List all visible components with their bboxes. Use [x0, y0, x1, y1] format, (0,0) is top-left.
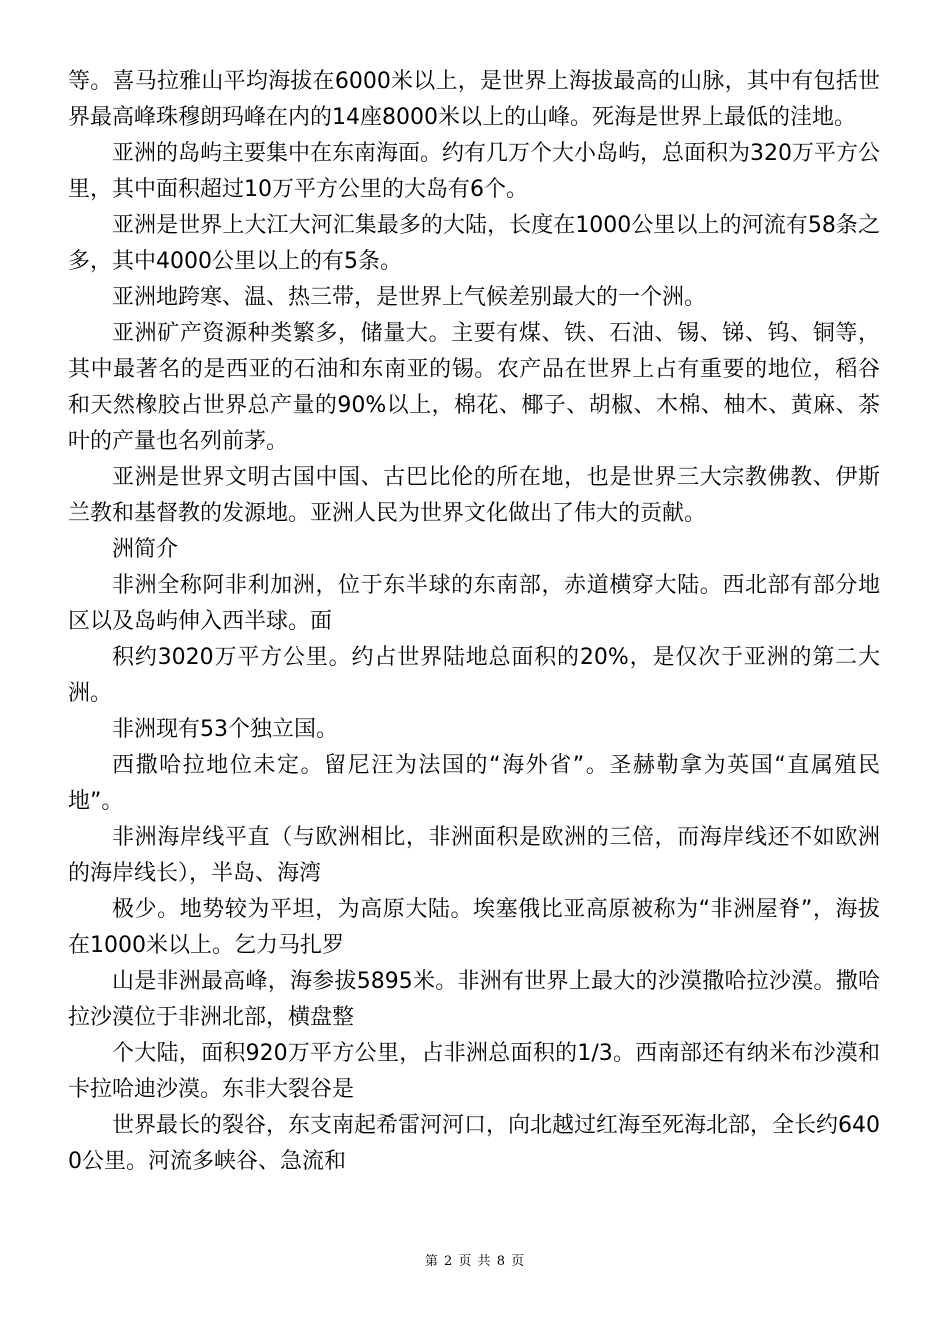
paragraph-africa-area: 积约3020万平方公里。约占世界陆地总面积的20%，是仅次于亚洲的第二大洲。 [68, 645, 880, 706]
paragraph-africa-terrain: 极少。地势较为平坦，为高原大陆。埃塞俄比亚高原被称为“非洲屋脊”，海拔在1000米以上。乞力马扎罗 [68, 897, 880, 958]
paragraph-africa-rift-valley: 世界最长的裂谷，东支南起希雷河河口，向北越过红海至死海北部，全长约6400公里。河流多峡谷、急流和 [68, 1113, 880, 1174]
paragraph-asia-climate: 亚洲地跨寒、温、热三带，是世界上气候差别最大的一个洲。 [112, 285, 707, 310]
paragraph-africa-countries: 非洲现有53个独立国。 [112, 717, 338, 742]
paragraph-asia-resources: 亚洲矿产资源种类繁多，储量大。主要有煤、铁、石油、锡、锑、钨、铜等，其中最著名的是西亚的石油和东南亚的锡。农产品在世界上占有重要的地位，稻谷和天然橡胶占世界总产量的90%以上，棉花、椰子、胡椒、木棉、柚木、黄麻、茶叶的产量也名列前茅。 [68, 321, 880, 454]
page-number-footer: 第 2 页 共 8 页 [424, 1254, 526, 1269]
paragraph-himalaya: 等。喜马拉雅山平均海拔在6000米以上，是世界上海拔最高的山脉，其中有包括世界最高峰珠穆朗玛峰在内的14座8000米以上的山峰。死海是世界上最低的洼地。 [68, 69, 880, 130]
paragraph-africa-coastline: 非洲海岸线平直（与欧洲相比，非洲面积是欧洲的三倍，而海岸线还不如欧洲的海岸线长），半岛、海湾 [68, 825, 880, 886]
section-heading-africa: 洲简介 [112, 537, 179, 562]
paragraph-africa-location: 非洲全称阿非利加洲，位于东半球的东南部，赤道横穿大陆。西北部有部分地区以及岛屿伸入西半球。面 [68, 573, 880, 634]
paragraph-africa-territories: 西撒哈拉地位未定。留尼汪为法国的“海外省”。圣赫勒拿为英国“直属殖民地”。 [68, 753, 880, 814]
paragraph-asia-islands: 亚洲的岛屿主要集中在东南海面。约有几万个大小岛屿，总面积为320万平方公里，其中面积超过10万平方公里的大岛有6个。 [68, 141, 880, 202]
paragraph-africa-deserts: 个大陆，面积920万平方公里，占非洲总面积的1/3。西南部还有纳米布沙漠和卡拉哈迪沙漠。东非大裂谷是 [68, 1041, 880, 1102]
paragraph-asia-civilization: 亚洲是世界文明古国中国、古巴比伦的所在地，也是世界三大宗教佛教、伊斯兰教和基督教的发源地。亚洲人民为世界文化做出了伟大的贡献。 [68, 465, 880, 526]
paragraph-asia-rivers: 亚洲是世界上大江大河汇集最多的大陆，长度在1000公里以上的河流有58条之多，其中4000公里以上的有5条。 [68, 213, 880, 274]
paragraph-africa-kilimanjaro: 山是非洲最高峰，海参拔5895米。非洲有世界上最大的沙漠撒哈拉沙漠。撒哈拉沙漠位于非洲北部，横盘整 [68, 969, 880, 1030]
page-body [68, 64, 880, 1180]
